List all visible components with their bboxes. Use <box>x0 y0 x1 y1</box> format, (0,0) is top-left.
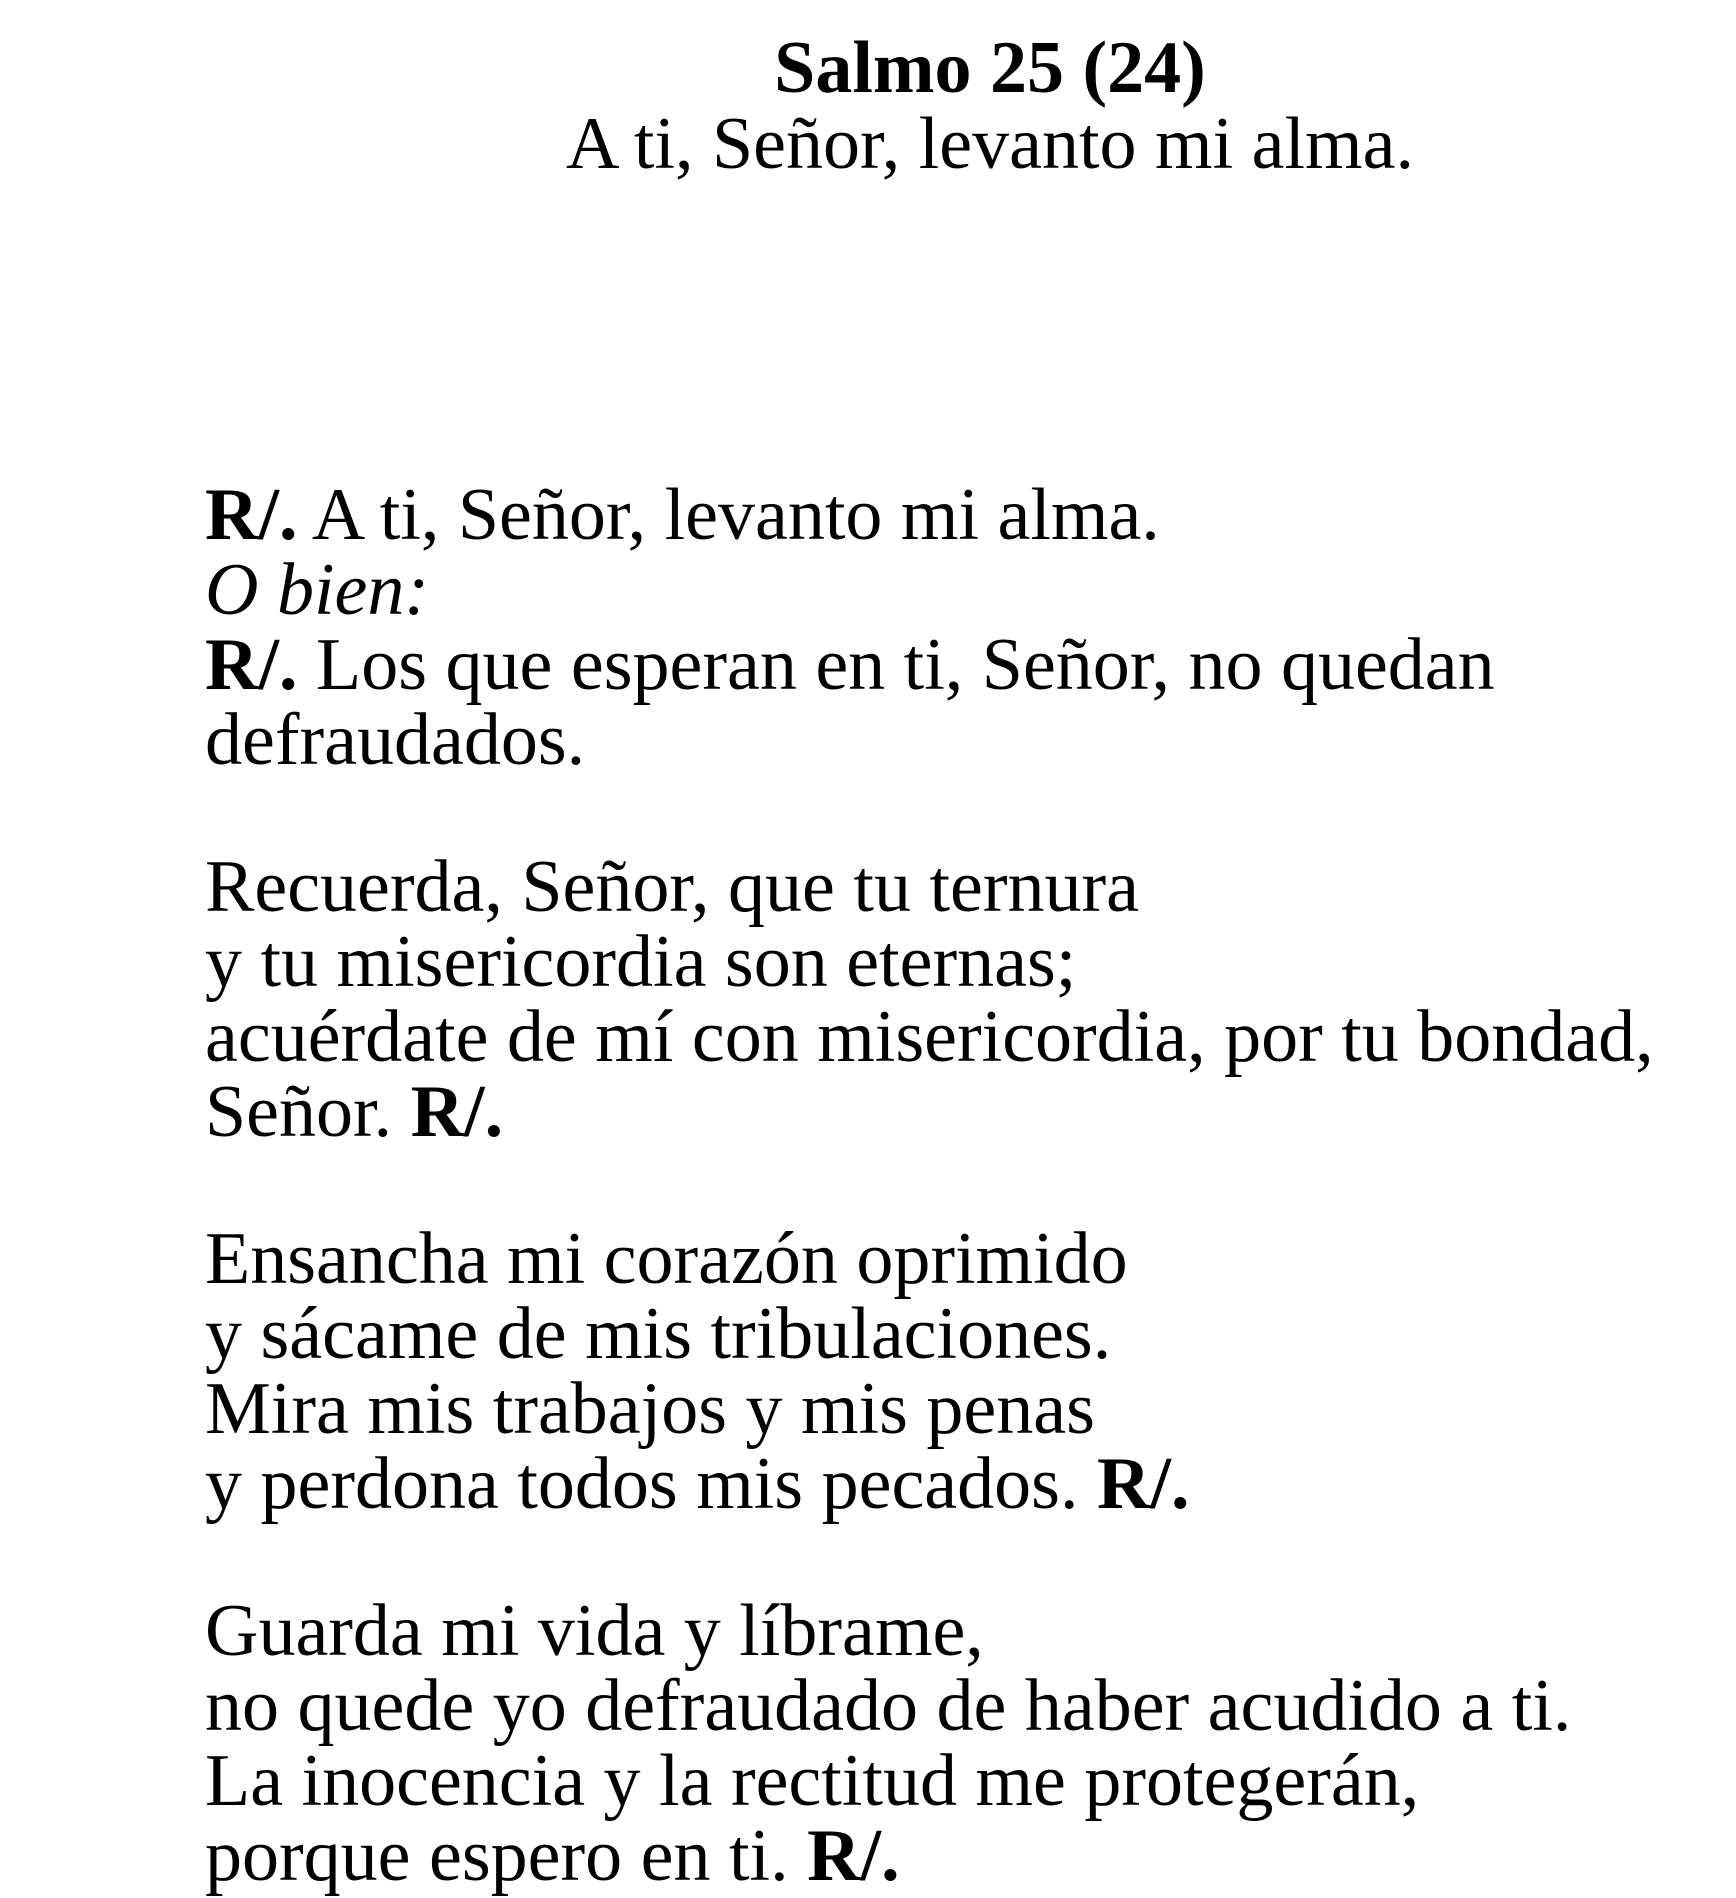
response-marker: R/. <box>1096 1443 1190 1525</box>
psalm-subtitle: A ti, Señor, levanto mi alma. <box>566 103 1414 185</box>
stanza-line: R/. A ti, Señor, levanto mi alma. <box>205 474 1160 556</box>
stanza-line: acuérdate de mí con misericordia, por tu bondad, <box>205 996 1654 1078</box>
stanza-line: y sácame de mis tribulaciones. <box>205 1293 1112 1375</box>
stanza-line: y perdona todos mis pecados. R/. <box>205 1443 1190 1525</box>
response-marker: R/. <box>807 1815 900 1897</box>
stanza-line: defraudados. <box>205 699 586 781</box>
stanza <box>205 474 1654 781</box>
stanza-line: y tu misericordia son eternas; <box>205 921 1077 1003</box>
stanza <box>205 846 1654 1153</box>
stanza-line: R/. Los que esperan en ti, Señor, no quedan <box>205 624 1495 706</box>
response-marker: R/. <box>410 1071 504 1153</box>
stanza-line: Ensancha mi corazón oprimido <box>205 1218 1128 1300</box>
stanza-line: Recuerda, Señor, que tu ternura <box>205 846 1139 928</box>
stanza <box>205 1218 1654 1525</box>
stanza-line: La inocencia y la rectitud me protegerán, <box>205 1740 1420 1822</box>
stanza-line: Mira mis trabajos y mis penas <box>205 1368 1095 1450</box>
psalm-title: Salmo 25 (24) <box>774 27 1206 109</box>
psalm-heading <box>566 27 1414 185</box>
stanza-line: O bien: <box>205 549 429 631</box>
response-marker: R/. <box>205 474 298 556</box>
psalm-body <box>205 474 1654 1897</box>
response-marker: R/. <box>205 624 298 706</box>
stanza-line: Señor. R/. <box>205 1071 504 1153</box>
stanza-line: no quede yo defraudado de haber acudido a ti. <box>205 1665 1572 1747</box>
stanza-line: porque espero en ti. R/. <box>205 1815 900 1897</box>
stanza <box>205 1590 1654 1897</box>
stanza-line: Guarda mi vida y líbrame, <box>205 1590 984 1672</box>
